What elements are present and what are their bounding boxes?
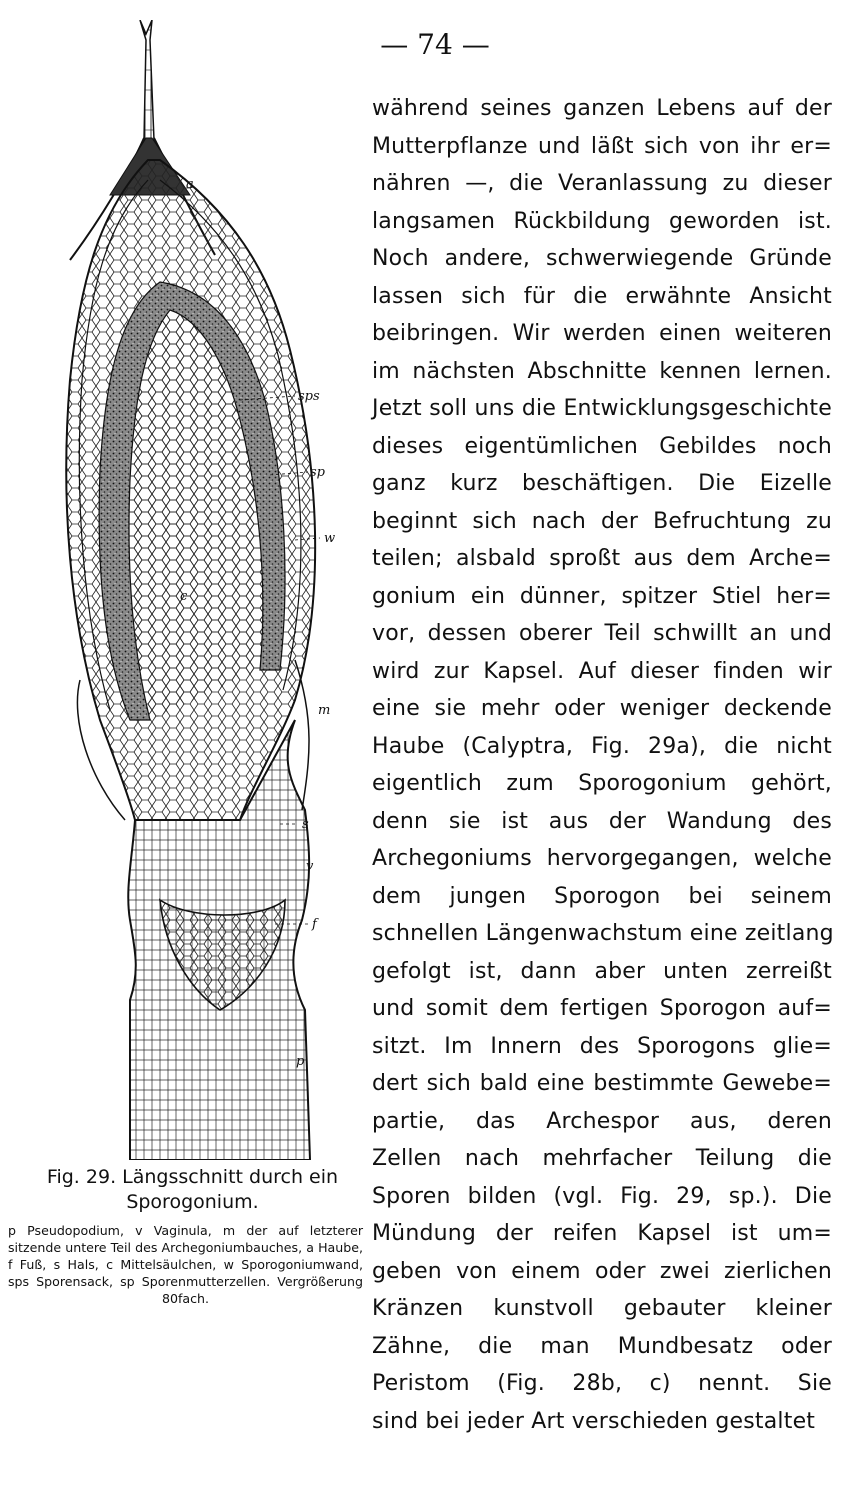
caption-title-line: Sporogonium. xyxy=(126,1191,259,1213)
text-line: Zellen nach mehrfacher Teilung die xyxy=(372,1146,832,1171)
text-line: geben von einem oder zwei zierlichen xyxy=(372,1258,832,1284)
text-line: dem jungen Sporogon bei seinem xyxy=(372,883,832,909)
label-w: w xyxy=(324,531,336,546)
text-line: Mündung der reifen Kapsel ist um= xyxy=(372,1221,832,1246)
label-sp: sp xyxy=(310,465,325,480)
page-number: — 74 — xyxy=(380,28,490,61)
text-line: gefolgt ist, dann aber unten zerreißt xyxy=(372,958,832,984)
text-line: gonium ein dünner, spitzer Stiel her= xyxy=(372,583,832,609)
text-line: dieses eigentümlichen Gebildes noch xyxy=(372,433,832,459)
text-line: schnellen Längenwachstum eine zeitlang xyxy=(372,921,834,946)
text-line: lassen sich für die erwähnte Ansicht xyxy=(372,283,832,309)
figure-caption-title xyxy=(20,1165,365,1215)
text-line: Sporen bilden (vgl. Fig. 29, sp.). Die xyxy=(372,1183,832,1209)
text-line: ganz kurz beschäftigen. Die Eizelle xyxy=(372,471,832,496)
text-line: im nächsten Abschnitte kennen lernen. xyxy=(372,358,832,384)
text-line: langsamen Rückbildung geworden ist. xyxy=(372,208,832,234)
label-p: p xyxy=(296,1054,305,1069)
text-line: und somit dem fertigen Sporogon auf= xyxy=(372,996,832,1021)
haube-tip xyxy=(140,20,154,140)
text-line: während seines ganzen Lebens auf der xyxy=(372,96,832,121)
text-line: denn sie ist aus der Wandung des xyxy=(372,808,832,834)
label-m: m xyxy=(318,703,331,718)
label-c: c xyxy=(180,589,188,604)
label-v: v xyxy=(306,859,314,874)
figure-caption-legend: p Pseudopodium, v Vaginula, m der auf letzterer sitzende untere Teil des Archegoniumbauches, a Haube, f Fuß, s Hals, c Mittelsäulchen, w Sporogoniumwand, sps Sporensack, sp Sporenmutterzellen. Vergrößerung 80fach. xyxy=(8,1223,363,1306)
text-line: partie, das Archespor aus, deren xyxy=(372,1108,832,1134)
text-line: Haube (Calyptra, Fig. 29a), die nicht xyxy=(372,733,832,759)
label-sps: sps xyxy=(298,389,320,404)
label-s: s xyxy=(302,817,309,832)
text-line: wird zur Kapsel. Auf dieser finden wir xyxy=(372,658,832,684)
text-line: dert sich bald eine bestimmte Gewebe= xyxy=(372,1071,832,1096)
text-line: vor, dessen oberer Teil schwillt an und xyxy=(372,621,832,646)
text-line: Zähne, die man Mundbesatz oder xyxy=(372,1333,832,1359)
text-line: Mutterpflanze und läßt sich von ihr er= xyxy=(372,133,832,159)
text-line: Jetzt soll uns die Entwicklungsgeschichte xyxy=(372,396,832,421)
text-line: Kränzen kunstvoll gebauter kleiner xyxy=(372,1296,832,1321)
text-line: beibringen. Wir werden einen weiteren xyxy=(372,321,832,346)
text-line: Archegoniums hervorgegangen, welche xyxy=(372,846,832,871)
caption-title-line: Fig. 29. Längsschnitt durch ein xyxy=(46,1166,339,1188)
text-line: nähren —, die Veranlassung zu dieser xyxy=(372,171,832,196)
text-line: eigentlich zum Sporogonium gehört, xyxy=(372,771,832,796)
text-line: teilen; alsbald sproßt aus dem Arche= xyxy=(372,546,832,571)
sporogonium-illustration xyxy=(40,20,370,1160)
text-line: Noch andere, schwerwiegende Gründe xyxy=(372,246,832,271)
text-line: sind bei jeder Art verschieden gestaltet xyxy=(372,1408,816,1434)
body-text xyxy=(372,90,832,1440)
label-a: a xyxy=(186,177,194,192)
text-line: eine sie mehr oder weniger deckende xyxy=(372,696,832,721)
label-f: f xyxy=(312,917,317,932)
text-line: beginnt sich nach der Befruchtung zu xyxy=(372,508,832,534)
text-line: Peristom (Fig. 28b, c) nennt. Sie xyxy=(372,1371,832,1396)
text-line: sitzt. Im Innern des Sporogons glie= xyxy=(372,1033,832,1059)
